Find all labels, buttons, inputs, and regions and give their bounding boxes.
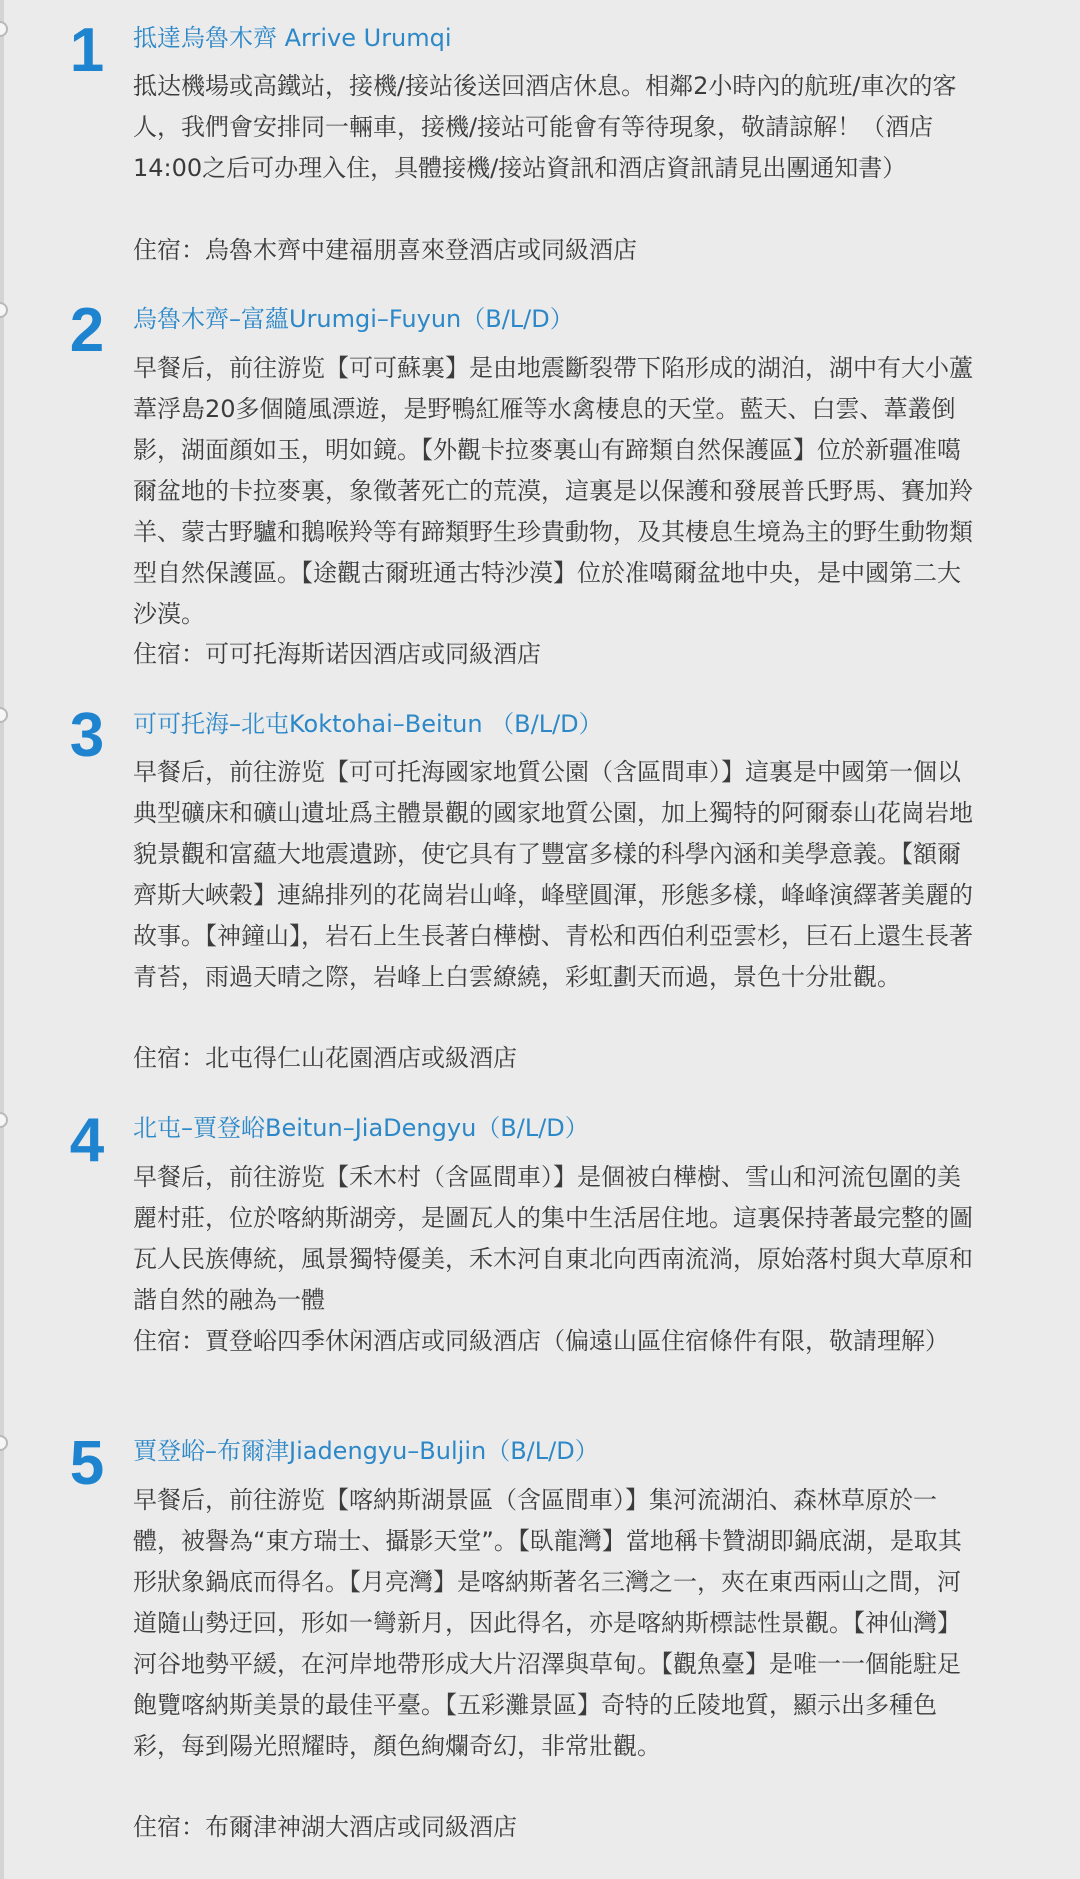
day-lodging: 住宿：可可托海斯诺因酒店或同級酒店 [133, 640, 541, 668]
day-number: 2 [69, 296, 105, 365]
day-title: 可可托海–北屯Koktohai–Beitun （B/L/D） [133, 710, 603, 738]
day-lodging: 住宿：賈登峪四季休闲酒店或同級酒店（偏遠山區住宿條件有限，敬請理解） [133, 1327, 949, 1355]
day-title: 烏魯木齊–富蘊Urumgi–Fuyun（B/L/D） [133, 305, 574, 333]
day-description: 早餐后，前往游览【可可托海國家地質公園（含區間車）】這裏是中國第一個以典型礦床和礦山遺址爲主體景觀的國家地質公園，加上獨特的阿爾泰山花崗岩地貌景觀和富蘊大地震遺跡，使它具有了豐富多樣的科學內涵和美學意義。【額爾齊斯大峽穀】連綿排列的花崗岩山峰，峰壁圓渾，形態多樣，峰峰演繹著美麗的故事。【神鐘山】，岩石上生長著白樺樹、青松和西伯利亞雲杉，巨石上還生長著青苔，雨過天晴之際，岩峰上白雲繚繞，彩虹劃天而過，景色十分壯觀。 [133, 758, 973, 991]
day-description: 早餐后，前往游览【喀納斯湖景區（含區間車）】集河流湖泊、森林草原於一體，被譽為“東方瑞士、攝影天堂”。【臥龍灣】當地稱卡贊湖即鍋底湖，是取其形狀象鍋底而得名。【月亮灣】是喀納斯著名三灣之一，夾在東西兩山之間，河道隨山勢迂回，形如一彎新月，因此得名，亦是喀納斯標誌性景觀。【神仙灣】河谷地勢平緩，在河岸地帶形成大片沼澤與草甸。【觀魚臺】是唯一一個能駐足飽覽喀納斯美景的最佳平臺。【五彩灘景區】奇特的丘陵地質，顯示出多種色彩，每到陽光照耀時，顏色絢爛奇幻，非常壯觀。 [133, 1486, 962, 1760]
day-title: 賈登峪–布爾津Jiadengyu–Buljin（B/L/D） [133, 1437, 599, 1465]
timeline-dot-icon [0, 21, 8, 37]
timeline-line [0, 0, 4, 1879]
day-number: 4 [69, 1106, 105, 1175]
timeline-dot-icon [0, 1435, 8, 1451]
day-description: 抵达機場或高鐵站，接機/接站後送回酒店休息。相鄰2小時內的航班/車次的客人，我們會安排同一輛車，接機/接站可能會有等待現象，敬請諒解！（酒店14:00之后可办理入住，具體接機/接站資訊和酒店資訊請見出團通知書） [133, 72, 957, 182]
day-title: 北屯–賈登峪Beitun–JiaDengyu（B/L/D） [133, 1114, 589, 1142]
day-lodging: 住宿：烏魯木齊中建福朋喜來登酒店或同級酒店 [133, 236, 637, 264]
day-description: 早餐后，前往游览【可可蘇裏】是由地震斷裂帶下陷形成的湖泊，湖中有大小蘆葦浮島20多個隨風漂遊，是野鴨紅雁等水禽棲息的天堂。藍天、白雲、葦叢倒影，湖面顔如玉，明如鏡。【外觀卡拉麥裏山有蹄類自然保護區】位於新疆准噶爾盆地的卡拉麥裏，象徵著死亡的荒漠，這裏是以保護和發展普氏野馬、賽加羚羊、蒙古野驢和鵝喉羚等有蹄類野生珍貴動物，及其棲息生境為主的野生動物類型自然保護區。【途觀古爾班通古特沙漠】位於准噶爾盆地中央，是中國第二大沙漠。 [133, 354, 973, 628]
day-lodging: 住宿：北屯得仁山花園酒店或級酒店 [133, 1044, 517, 1072]
day-number: 3 [69, 701, 105, 770]
day-title: 抵達烏魯木齊 Arrive Urumqi [133, 24, 452, 52]
day-number: 1 [69, 16, 105, 85]
timeline-dot-icon [0, 1112, 8, 1128]
timeline-dot-icon [0, 707, 8, 723]
day-number: 5 [69, 1429, 105, 1498]
timeline-dot-icon [0, 302, 8, 318]
day-lodging: 住宿：布爾津神湖大酒店或同級酒店 [133, 1813, 517, 1841]
day-description: 早餐后，前往游览【禾木村（含區間車）】是個被白樺樹、雪山和河流包圍的美麗村莊，位於喀納斯湖旁，是圖瓦人的集中生活居住地。這裏保持著最完整的圖瓦人民族傳統，風景獨特優美，禾木河自東北向西南流淌，原始落村與大草原和諧自然的融為一體 [133, 1163, 973, 1314]
